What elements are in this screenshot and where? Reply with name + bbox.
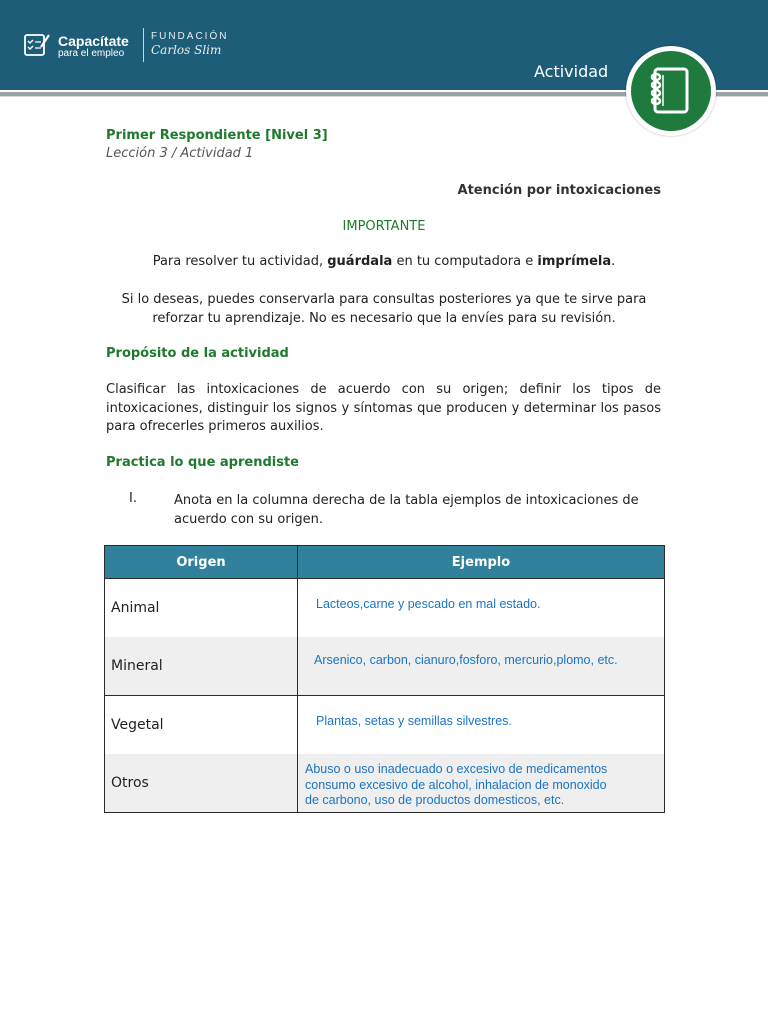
table-row xyxy=(105,637,665,696)
practice-heading: Practica lo que aprendiste xyxy=(106,455,300,470)
example-text: Arsenico, carbon, cianuro,fosforo, mercurio,plomo, etc. xyxy=(314,653,618,667)
foundation-logo xyxy=(151,31,228,57)
note-paragraph: Si lo deseas, puedes conservarla para consultas posteriores ya que te sirve para reforzar tu aprendizaje. No es necesario que la envíes para su revisión. xyxy=(121,292,647,326)
table-row xyxy=(105,754,665,813)
logo-sub-text: para el empleo xyxy=(58,48,125,59)
example-line: consumo excesivo de alcohol, inhalacion de monoxido xyxy=(305,777,607,792)
table-row xyxy=(105,696,665,755)
checklist-icon xyxy=(24,33,50,57)
list-item-text: Anota en la columna derecha de la tabla ejemplos de intoxicaciones de acuerdo con su origen. xyxy=(174,493,639,527)
column-header-example: Ejemplo xyxy=(298,546,665,579)
example-text: Lacteos,carne y pescado en mal estado. xyxy=(316,597,541,611)
notebook-icon xyxy=(626,46,716,136)
course-title: Primer Respondiente [Nivel 3] xyxy=(106,128,328,143)
section-title: Actividad xyxy=(534,62,609,81)
origin-cell: Otros xyxy=(105,754,298,813)
example-cell[interactable] xyxy=(298,637,665,696)
origin-cell: Vegetal xyxy=(105,696,298,755)
purpose-paragraph: Clasificar las intoxicaciones de acuerdo con su origen; definir los tipos de intoxicaciones, distinguir los signos y síntomas que producen y determinar los pasos para ofrecerles primeros auxilios. xyxy=(106,382,661,434)
origin-cell: Mineral xyxy=(105,637,298,696)
example-line: Abuso o uso inadecuado o excesivo de medicamentos xyxy=(305,762,608,776)
topic-title: Atención por intoxicaciones xyxy=(457,183,661,198)
important-label: IMPORTANTE xyxy=(342,219,426,234)
instruction-pre: Para resolver tu actividad, xyxy=(152,254,328,269)
purpose-heading: Propósito de la actividad xyxy=(106,346,289,361)
foundation-name: Carlos Slim xyxy=(151,43,222,57)
instruction-end: . xyxy=(611,254,616,269)
instruction-print: imprímela xyxy=(537,254,612,269)
column-header-origin: Origen xyxy=(105,546,298,579)
example-cell[interactable] xyxy=(298,579,665,638)
example-cell[interactable] xyxy=(298,696,665,755)
lesson-subtitle: Lección 3 / Actividad 1 xyxy=(106,146,254,161)
example-line: de carbono, uso de productos domesticos, etc. xyxy=(305,793,565,807)
logo-divider xyxy=(143,28,144,62)
instruction-paragraph xyxy=(0,254,768,269)
list-item-number: I. xyxy=(129,491,137,506)
logo-main-text: Capacítate xyxy=(58,33,129,49)
foundation-label: FUNDACIÓN xyxy=(151,31,229,42)
capacitate-logo xyxy=(24,30,139,60)
origin-cell: Animal xyxy=(105,579,298,638)
example-cell[interactable] xyxy=(298,754,665,813)
activity-badge xyxy=(626,46,716,136)
instruction-save: guárdala xyxy=(327,254,393,269)
intoxication-table xyxy=(104,545,665,813)
table-row xyxy=(105,579,665,638)
example-text: Plantas, setas y semillas silvestres. xyxy=(316,714,512,728)
example-text xyxy=(298,754,664,809)
instruction-mid: en tu computadora e xyxy=(392,254,538,269)
table-header-row xyxy=(105,546,665,579)
